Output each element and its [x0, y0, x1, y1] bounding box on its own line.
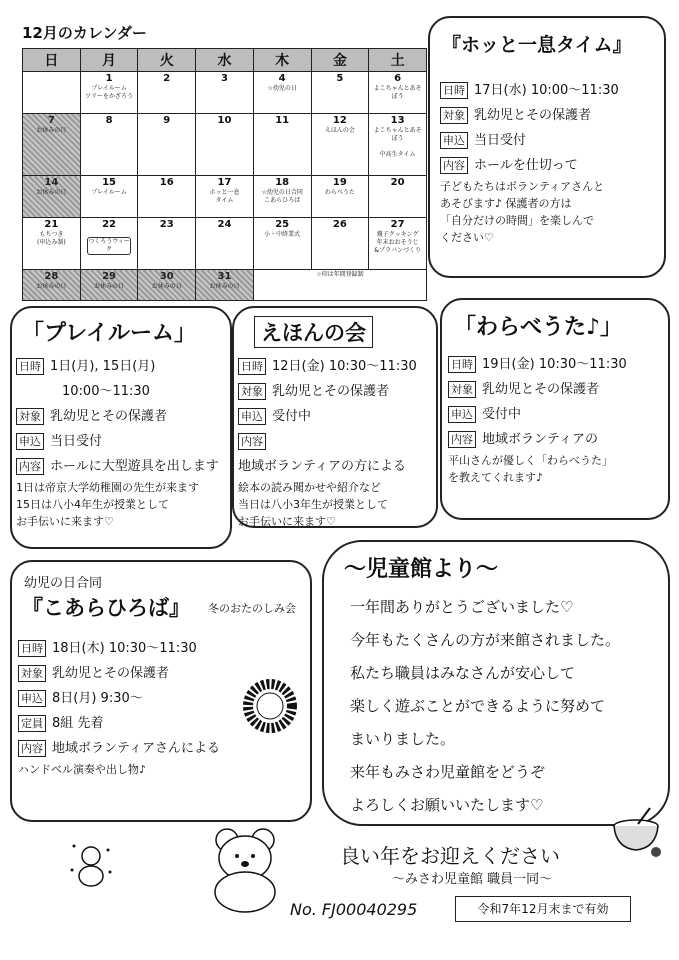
detail-row [18, 661, 220, 686]
day-number: 16 [159, 177, 174, 189]
detail-extra: ください♡ [440, 231, 494, 244]
detail-text: ホールに大型遊具を出します [50, 459, 219, 474]
document-number: No. FJ00040295 [290, 900, 418, 919]
day-event: 中高生タイム [379, 150, 416, 158]
koala-title: 『こあらひろば』 [22, 595, 190, 620]
detail-extra: 平山さんが優しく「わらべうた」 [448, 454, 613, 467]
calendar-day-cell [138, 72, 196, 114]
detail-label: 対象 [16, 408, 44, 425]
koala-pretitle: 幼児の日合同 [24, 576, 103, 591]
detail-label: 対象 [448, 381, 476, 398]
weekday-4: 木 [253, 49, 311, 72]
weekday-1: 月 [80, 49, 138, 72]
calendar-day-cell [23, 270, 81, 301]
calendar-week-row [23, 270, 427, 301]
detail-text: 乳幼児とその保護者 [272, 384, 390, 399]
detail-extra: 15日は八小4年生が授業として [16, 498, 169, 511]
day-event: こあらひろば [264, 197, 301, 205]
detail-extra: 1日は帝京大学幼稚園の先生が来ます [16, 481, 199, 494]
message-line: よろしくお願いいたします♡ [350, 796, 544, 814]
calendar-day-cell [369, 176, 427, 218]
calendar-day-cell [253, 270, 426, 301]
detail-text: 乳幼児とその保護者 [52, 666, 170, 681]
detail-row [448, 402, 627, 427]
ehon-box [232, 306, 438, 528]
detail-label: 申込 [16, 433, 44, 450]
message-line: 一年間ありがとうございました♡ [350, 598, 574, 616]
day-event: 年末おおそうじ [376, 238, 419, 246]
detail-row [440, 128, 619, 153]
day-number: 30 [159, 271, 174, 283]
weekday-0: 日 [23, 49, 81, 72]
weekday-3: 水 [196, 49, 254, 72]
calendar-day-cell [369, 72, 427, 114]
calendar-day-cell [253, 176, 311, 218]
day-event: よこちゃんとあそぼう [373, 85, 422, 100]
day-number: 18 [275, 177, 290, 189]
calendar-day-cell [80, 270, 138, 301]
calendar-day-cell [253, 72, 311, 114]
detail-text: 当日受付 [50, 434, 103, 449]
detail-extra: あそびます♪ 保護者の方は [440, 197, 572, 210]
detail-extra: お手伝いに来ます♡ [238, 515, 336, 528]
calendar-day-cell [23, 113, 81, 176]
day-number: 11 [275, 114, 290, 126]
detail-label: 日時 [18, 640, 46, 657]
day-number: 9 [163, 114, 171, 126]
message-line: まいりました。 [350, 730, 456, 748]
day-number: 21 [44, 218, 59, 230]
hotto-title: 『ホッと一息タイム』 [442, 34, 632, 56]
detail-text: 8日(月) 9:30〜 [52, 691, 143, 706]
detail-extra: を教えてくれます♪ [448, 471, 544, 484]
detail-text: 地域ボランティアの方による [238, 459, 406, 474]
calendar-day-cell [80, 113, 138, 176]
ehon-title: えほんの会 [254, 316, 373, 348]
calendar-weekday-row [23, 49, 427, 72]
day-number: 25 [275, 218, 290, 230]
detail-text: 1日(月), 15日(月) [50, 359, 156, 374]
day-event: お休みの日 [36, 126, 67, 134]
weekday-5: 金 [311, 49, 369, 72]
detail-label: 内容 [18, 740, 46, 757]
day-event: ☆印は年間登録制 [316, 271, 364, 279]
detail-text: 受付中 [272, 409, 312, 424]
day-number: 4 [278, 73, 286, 84]
wreath-illustration [240, 676, 300, 736]
calendar-week-row [23, 113, 427, 176]
day-event: ツリーをかざろう [85, 93, 134, 100]
detail-label: 定員 [18, 715, 46, 732]
day-event: ☆幼児の日合同 [261, 189, 303, 197]
calendar-day-cell [80, 217, 138, 269]
calendar-day-cell [80, 176, 138, 218]
day-event: お休みの日 [36, 283, 67, 291]
signature: 〜みさわ児童館 職員一同〜 [392, 872, 553, 887]
calendar-day-cell [196, 176, 254, 218]
hotto-box [428, 16, 666, 278]
detail-text: 19日(金) 10:30〜11:30 [482, 357, 627, 372]
day-number: 2 [163, 73, 171, 84]
detail-row [448, 377, 627, 402]
message-line: 私たち職員はみなさんが安心して [350, 664, 576, 682]
detail-text: ホールを仕切って [474, 158, 578, 173]
detail-text: 17日(水) 10:00〜11:30 [474, 83, 619, 98]
day-number: 24 [217, 218, 232, 230]
message-line: 来年もみさわ児童館をどうぞ [350, 763, 546, 781]
calendar-day-cell [138, 217, 196, 269]
detail-text: 当日受付 [474, 133, 527, 148]
hotto-details [440, 78, 619, 246]
day-number: 3 [220, 73, 228, 84]
detail-row [440, 78, 619, 103]
detail-label: 対象 [18, 665, 46, 682]
day-number: 13 [390, 114, 405, 126]
calendar-day-cell [196, 113, 254, 176]
bear-illustration [205, 820, 285, 915]
day-number: 27 [390, 218, 405, 230]
calendar-day-cell [369, 217, 427, 269]
snowman-illustration [66, 840, 116, 890]
calendar-day-cell [196, 270, 254, 301]
day-number: 12 [332, 114, 347, 126]
koala-details [18, 636, 220, 778]
calendar-day-cell [23, 72, 81, 114]
detail-row [16, 429, 219, 454]
day-number: 26 [332, 218, 347, 230]
calendar-day-cell [196, 217, 254, 269]
week-bar: つくろうウィーク [88, 237, 130, 253]
calendar-day-cell [253, 113, 311, 176]
day-event: プレイルーム [91, 85, 127, 92]
day-number: 20 [390, 177, 405, 189]
day-event: お休みの日 [94, 283, 125, 291]
detail-row [238, 404, 436, 429]
detail-label: 申込 [238, 408, 266, 425]
detail-label: 日時 [448, 356, 476, 373]
kodomokan-title: 〜児童館より〜 [344, 556, 499, 582]
detail-row [238, 429, 436, 479]
detail-label: 日時 [16, 358, 44, 375]
detail-label: 申込 [18, 690, 46, 707]
day-number: 14 [44, 177, 59, 189]
day-event: ホッと一息 [209, 189, 240, 197]
day-event [371, 143, 424, 151]
detail-text: 18日(木) 10:30〜11:30 [52, 641, 197, 656]
day-event: お休みの日 [36, 189, 67, 197]
warabe-details [448, 352, 627, 486]
day-event: (申込み制) [37, 238, 66, 246]
detail-label: 日時 [238, 358, 266, 375]
day-number: 29 [102, 271, 117, 283]
day-event: 小・中終業式 [264, 230, 301, 238]
validity-notice: 令和7年12月末まで有効 [455, 896, 631, 922]
detail-label: 対象 [238, 383, 266, 400]
detail-text: 乳幼児とその保護者 [50, 409, 168, 424]
weekday-2: 火 [138, 49, 196, 72]
detail-row [440, 153, 619, 178]
detail-label: 内容 [238, 433, 266, 450]
calendar-week-row [23, 176, 427, 218]
detail-extra: 絵本の読み聞かせや紹介など [238, 481, 381, 494]
detail-row [18, 736, 220, 761]
day-number: 8 [105, 114, 113, 126]
detail-text: 乳幼児とその保護者 [474, 108, 592, 123]
day-number: 19 [332, 177, 347, 189]
day-event: お休みの日 [151, 283, 182, 291]
playroom-details [16, 354, 219, 530]
day-number: 31 [217, 271, 232, 283]
day-event: わらべうた [324, 189, 355, 197]
calendar-title: 12月のカレンダー [22, 24, 147, 42]
message-line: 楽しく遊ぶことができるように努めて [350, 697, 606, 715]
day-number: 6 [394, 73, 402, 84]
detail-row [16, 379, 219, 404]
detail-row [18, 636, 220, 661]
day-event: プレイルーム [91, 189, 127, 197]
detail-text: 10:00〜11:30 [62, 384, 150, 399]
detail-row [238, 354, 436, 379]
day-event: タイム [215, 197, 234, 205]
calendar-day-cell [311, 217, 369, 269]
detail-row [16, 454, 219, 479]
detail-text: 8組 先着 [52, 716, 104, 731]
pot-illustration [608, 800, 668, 860]
calendar-day-cell [369, 113, 427, 176]
detail-row [238, 379, 436, 404]
calendar-week-row [23, 72, 427, 114]
day-number: 7 [47, 114, 55, 126]
detail-label: 日時 [440, 82, 468, 99]
greeting: 良い年をお迎えください [340, 844, 560, 868]
warabe-box [440, 298, 670, 520]
calendar-table [22, 48, 427, 301]
detail-text: 地域ボランティアさんによる [52, 741, 220, 756]
detail-extra: お手伝いに来ます♡ [16, 515, 114, 528]
detail-row [448, 352, 627, 377]
detail-label: 内容 [16, 458, 44, 475]
detail-row [440, 103, 619, 128]
day-event: ☆幼児の日 [267, 85, 297, 92]
day-number: 22 [102, 218, 117, 230]
day-number: 1 [105, 73, 113, 84]
day-event: お休みの日 [209, 283, 240, 291]
calendar-day-cell [138, 113, 196, 176]
day-number: 17 [217, 177, 232, 189]
detail-text: 受付中 [482, 407, 522, 422]
day-number: 23 [159, 218, 174, 230]
detail-text: 乳幼児とその保護者 [482, 382, 600, 397]
calendar-day-cell [138, 176, 196, 218]
detail-label: 申込 [448, 406, 476, 423]
detail-label: 申込 [440, 132, 468, 149]
playroom-box [10, 306, 232, 549]
playroom-title: 「プレイルーム」 [22, 320, 197, 346]
day-event: 親子クッキング [376, 230, 419, 238]
day-event: よこちゃんとあそぼう [373, 126, 422, 142]
koala-subtitle: 冬のおたのしみ会 [208, 602, 296, 615]
calendar-day-cell [196, 72, 254, 114]
detail-text: 地域ボランティアの [482, 432, 598, 447]
calendar-day-cell [23, 176, 81, 218]
detail-extra: 当日は八小3年生が授業として [238, 498, 388, 511]
calendar-day-cell [138, 270, 196, 301]
calendar-week-row [23, 217, 427, 269]
warabe-title: 「わらべうた♪」 [454, 314, 623, 340]
message-line: 今年もたくさんの方が来館されました。 [350, 631, 621, 649]
weekday-6: 土 [369, 49, 427, 72]
calendar-day-cell [80, 72, 138, 114]
calendar-body [23, 72, 427, 301]
day-event: &プラバンづくり [374, 246, 421, 254]
ehon-details [238, 354, 436, 530]
detail-label: 内容 [448, 431, 476, 448]
calendar-day-cell [311, 176, 369, 218]
calendar-day-cell [311, 113, 369, 176]
detail-row [16, 354, 219, 379]
detail-extra: 子どもたちはボランティアさんと [440, 180, 605, 193]
detail-row [18, 711, 220, 736]
detail-extra: ハンドベル演奏や出し物♪ [18, 763, 147, 776]
day-number: 28 [44, 271, 59, 283]
detail-text: 12日(金) 10:30〜11:30 [272, 359, 417, 374]
detail-label: 対象 [440, 107, 468, 124]
calendar-day-cell [23, 217, 81, 269]
detail-label: 内容 [440, 157, 468, 174]
calendar-day-cell [311, 72, 369, 114]
day-number: 15 [102, 177, 117, 189]
calendar-day-cell [253, 217, 311, 269]
day-number: 10 [217, 114, 232, 126]
day-event: もちつき [39, 230, 64, 238]
detail-extra: 「自分だけの時間」を楽しんで [440, 214, 594, 227]
detail-row [16, 404, 219, 429]
detail-row [448, 427, 627, 452]
detail-row [18, 686, 220, 711]
kodomokan-box [322, 540, 670, 826]
day-event: えほんの会 [324, 126, 355, 134]
day-number: 5 [336, 73, 344, 84]
